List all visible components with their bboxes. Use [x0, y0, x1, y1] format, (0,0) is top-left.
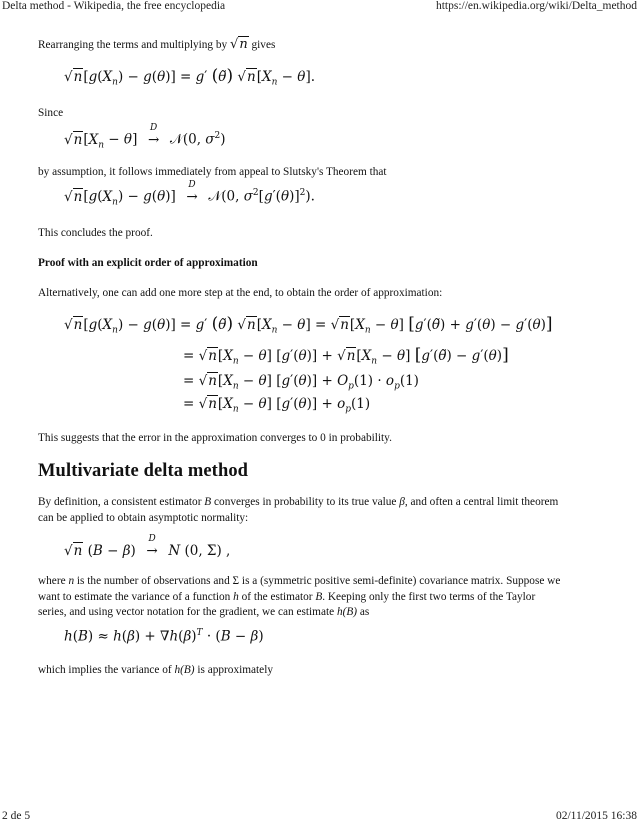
- subheading-proof-explicit: Proof with an explicit order of approximation: [38, 257, 258, 269]
- print-footer-date: 02/11/2015 16:38: [555, 810, 637, 822]
- paragraph-alternatively: Alternatively, one can add one more step at the end, to obtain the order of approximation:: [38, 287, 443, 299]
- equation-explicit-order-line2: = $√n[X_n - \theta] [g'(\theta)] + √n[X_n - \theta]$ [g′(θ̃) − g′(θ)]: [183, 345, 509, 367]
- paragraph-by-assumption: by assumption, it follows immediately from appeal to Slutsky's Theorem that: [38, 166, 387, 178]
- paragraph-where: where n is the number of observations and Σ is a (symmetric positive semi-definite) covariance matrix. Suppose we want to estimate the variance of a function h of the estimator B. Keeping only the first two terms of the Taylor series, and using vector notation for the gradient, we can estimate h(B) as: [38, 575, 561, 618]
- print-footer-page: 2 de 5: [2, 810, 31, 822]
- equation-rearranged: $√n[g(X_n) - g(\theta)] = g'$ (θ̃) $√n[X_n - \theta]$.: [64, 66, 315, 88]
- sqrt-n-inline: √n: [230, 37, 248, 52]
- equation-taylor: $h(B) \approx h(\beta) + \nabla h(\beta)^T \cdot (B - \beta)$: [64, 628, 264, 645]
- paragraph-concludes: This concludes the proof.: [38, 227, 153, 239]
- print-header-title: Delta method - Wikipedia, the free encyclopedia: [2, 0, 226, 12]
- equation-slutsky: $√n[g(X_n) - g(\theta)]$ D → 𝒩(0, $\sigma^2[g'(\theta)]^2$).: [64, 179, 315, 208]
- equation-explicit-order-line4: = $√n[X_n - \theta] [g'(\theta)] + o_p(1)$: [183, 396, 371, 415]
- paragraph-since: Since: [38, 107, 64, 119]
- equation-explicit-order-line3: = $√n[X_n - \theta] [g'(\theta)] + O_p(1) \cdot o_p(1)$: [183, 373, 419, 392]
- paragraph-rearranging: Rearranging the terms and multiplying by √n gives: [38, 37, 276, 52]
- equation-asymptotic-normality: √n (B − β) D → N (0, Σ) ,: [64, 534, 231, 559]
- paragraph-suggests: This suggests that the error in the approximation converges to 0 in probability.: [38, 432, 392, 444]
- equation-explicit-order-line1: $√n[g(X_n) - g(\theta)] = g'$ (θ̃) $√n[X_n - \theta] = √n[X_n - \theta]$ [g′(θ̃) + g′(θ) − g′(θ)]: [64, 314, 553, 336]
- equation-convergence: $√n[X_n - \theta]$ D → 𝒩(0, $\sigma^2$): [64, 122, 226, 151]
- paragraph-implies: which implies the variance of h(B) is approximately: [38, 664, 273, 676]
- paragraph-definition: By definition, a consistent estimator B converges in probability to its true value β, and often a central limit theorem can be applied to obtain asymptotic normality:: [38, 496, 559, 524]
- print-header-url: https://en.wikipedia.org/wiki/Delta_method: [435, 0, 637, 12]
- section-heading-multivariate: Multivariate delta method: [38, 461, 249, 481]
